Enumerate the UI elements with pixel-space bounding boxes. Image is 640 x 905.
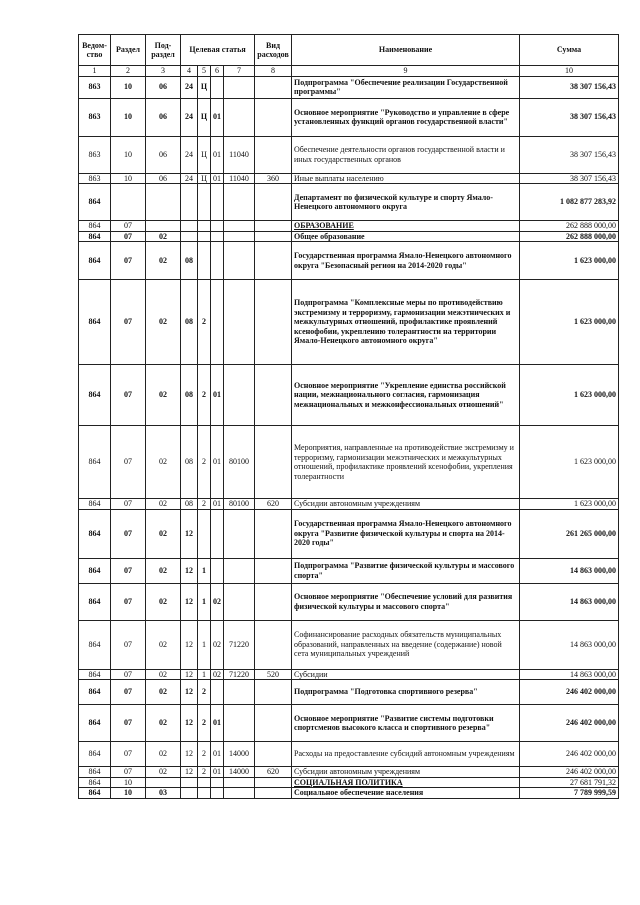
cell-cs-direction [224, 365, 255, 426]
cell-cs-event: 02 [211, 669, 224, 680]
cell-cs-program: 12 [181, 620, 198, 669]
cell-cs-direction [224, 76, 255, 98]
cell-summa: 246 402 000,00 [520, 767, 619, 778]
cell-naimenovanie: Общее образование [292, 231, 520, 242]
cell-cs-direction: 71220 [224, 669, 255, 680]
cell-cs-program: 12 [181, 742, 198, 767]
cell-podrazdel [146, 184, 181, 221]
cell-vedomstvo: 863 [79, 76, 111, 98]
table-row [79, 98, 619, 136]
cell-cs-direction: 80100 [224, 426, 255, 499]
cell-podrazdel: 06 [146, 136, 181, 173]
cell-naimenovanie: Основное мероприятие "Развитие системы подготовки спортсменов высокого класса и спортивного резерва" [292, 705, 520, 742]
cell-cs-direction [224, 242, 255, 280]
table-row [79, 499, 619, 510]
cell-cs-program: 12 [181, 558, 198, 583]
cell-vedomstvo: 864 [79, 221, 111, 232]
cell-naimenovanie: Основное мероприятие "Руководство и управление в сфере установленных функций органов государственной власти" [292, 98, 520, 136]
cell-vedomstvo: 864 [79, 509, 111, 558]
cell-summa: 1 623 000,00 [520, 242, 619, 280]
cell-cs-subprogram [198, 184, 211, 221]
cell-podrazdel: 06 [146, 173, 181, 184]
column-number: 6 [211, 66, 224, 77]
table-row [79, 173, 619, 184]
cell-podrazdel [146, 777, 181, 788]
column-number: 8 [255, 66, 292, 77]
cell-cs-event: 01 [211, 767, 224, 778]
cell-vid-rashodov: 620 [255, 499, 292, 510]
cell-cs-direction [224, 680, 255, 705]
cell-razdel: 10 [111, 788, 146, 799]
cell-razdel: 07 [111, 280, 146, 365]
table-row [79, 788, 619, 799]
cell-cs-direction: 11040 [224, 173, 255, 184]
cell-vid-rashodov [255, 231, 292, 242]
table-row [79, 620, 619, 669]
cell-summa: 1 623 000,00 [520, 426, 619, 499]
cell-cs-event [211, 242, 224, 280]
cell-cs-direction [224, 184, 255, 221]
cell-vid-rashodov [255, 365, 292, 426]
cell-cs-program: 08 [181, 499, 198, 510]
cell-summa: 1 082 877 283,92 [520, 184, 619, 221]
column-number: 5 [198, 66, 211, 77]
cell-podrazdel: 02 [146, 558, 181, 583]
cell-cs-subprogram: Ц [198, 173, 211, 184]
cell-razdel: 07 [111, 509, 146, 558]
cell-cs-program: 12 [181, 669, 198, 680]
cell-podrazdel: 02 [146, 280, 181, 365]
cell-cs-event [211, 509, 224, 558]
cell-vedomstvo: 864 [79, 184, 111, 221]
cell-cs-event [211, 76, 224, 98]
table-row [79, 184, 619, 221]
cell-cs-subprogram: 2 [198, 767, 211, 778]
cell-naimenovanie: Субсидии автономным учреждениям [292, 767, 520, 778]
cell-naimenovanie: ОБРАЗОВАНИЕ [292, 221, 520, 232]
cell-cs-subprogram: 2 [198, 499, 211, 510]
cell-cs-program: 08 [181, 242, 198, 280]
cell-naimenovanie: Подпрограмма "Обеспечение реализации Государственной программы" [292, 76, 520, 98]
cell-razdel: 07 [111, 365, 146, 426]
cell-cs-program: 12 [181, 767, 198, 778]
cell-podrazdel: 02 [146, 767, 181, 778]
table-row [79, 76, 619, 98]
cell-summa: 246 402 000,00 [520, 705, 619, 742]
cell-razdel: 10 [111, 98, 146, 136]
cell-naimenovanie: Расходы на предоставление субсидий автономным учреждениям [292, 742, 520, 767]
cell-vid-rashodov [255, 184, 292, 221]
cell-razdel: 07 [111, 426, 146, 499]
cell-vid-rashodov [255, 680, 292, 705]
cell-podrazdel [146, 221, 181, 232]
cell-cs-event [211, 558, 224, 583]
cell-razdel: 07 [111, 583, 146, 620]
table-row [79, 680, 619, 705]
cell-cs-event [211, 221, 224, 232]
cell-cs-subprogram [198, 242, 211, 280]
cell-cs-direction: 14000 [224, 767, 255, 778]
cell-cs-direction: 71220 [224, 620, 255, 669]
cell-summa: 246 402 000,00 [520, 742, 619, 767]
cell-cs-subprogram: Ц [198, 98, 211, 136]
cell-cs-direction: 14000 [224, 742, 255, 767]
cell-razdel: 07 [111, 742, 146, 767]
header-vid-rashodov: Вид расходов [255, 35, 292, 66]
cell-vedomstvo: 864 [79, 280, 111, 365]
cell-vid-rashodov [255, 221, 292, 232]
cell-vedomstvo: 864 [79, 777, 111, 788]
column-number: 2 [111, 66, 146, 77]
header-summa: Сумма [520, 35, 619, 66]
cell-cs-subprogram [198, 231, 211, 242]
cell-podrazdel: 02 [146, 620, 181, 669]
cell-razdel: 07 [111, 558, 146, 583]
cell-razdel [111, 184, 146, 221]
column-number: 9 [292, 66, 520, 77]
cell-summa: 38 307 156,43 [520, 76, 619, 98]
cell-naimenovanie: Основное мероприятие "Обеспечение условий для развития физической культуры и массового спорта" [292, 583, 520, 620]
cell-cs-event [211, 231, 224, 242]
cell-summa: 27 681 791,32 [520, 777, 619, 788]
cell-cs-subprogram: Ц [198, 76, 211, 98]
cell-vedomstvo: 864 [79, 231, 111, 242]
cell-naimenovanie: Государственная программа Ямало-Ненецкого автономного округа "Развитие физической культуры и спорта на 2014-2020 годы" [292, 509, 520, 558]
column-number: 10 [520, 66, 619, 77]
cell-vid-rashodov [255, 136, 292, 173]
cell-vedomstvo: 864 [79, 583, 111, 620]
cell-podrazdel: 02 [146, 242, 181, 280]
cell-cs-direction [224, 558, 255, 583]
cell-cs-subprogram [198, 509, 211, 558]
cell-cs-event: 01 [211, 365, 224, 426]
cell-cs-program: 12 [181, 680, 198, 705]
cell-razdel: 07 [111, 221, 146, 232]
cell-razdel: 10 [111, 173, 146, 184]
cell-summa: 14 863 000,00 [520, 669, 619, 680]
cell-podrazdel: 02 [146, 426, 181, 499]
cell-vedomstvo: 864 [79, 669, 111, 680]
table-row [79, 767, 619, 778]
cell-naimenovanie: Субсидии автономным учреждениям [292, 499, 520, 510]
cell-podrazdel: 02 [146, 231, 181, 242]
table-row [79, 742, 619, 767]
cell-cs-subprogram: 1 [198, 620, 211, 669]
cell-summa: 38 307 156,43 [520, 136, 619, 173]
cell-cs-direction [224, 509, 255, 558]
cell-cs-event: 01 [211, 98, 224, 136]
cell-podrazdel: 02 [146, 499, 181, 510]
cell-naimenovanie: Иные выплаты населению [292, 173, 520, 184]
table-row [79, 365, 619, 426]
cell-cs-subprogram: Ц [198, 136, 211, 173]
cell-naimenovanie: Государственная программа Ямало-Ненецкого автономного округа "Безопасный регион на 2014-2020 годы" [292, 242, 520, 280]
cell-cs-program: 24 [181, 136, 198, 173]
cell-cs-subprogram: 2 [198, 365, 211, 426]
cell-vid-rashodov: 520 [255, 669, 292, 680]
cell-vid-rashodov [255, 620, 292, 669]
header-podrazdel: Под- раздел [146, 35, 181, 66]
column-number: 7 [224, 66, 255, 77]
cell-cs-direction: 80100 [224, 499, 255, 510]
cell-summa: 246 402 000,00 [520, 680, 619, 705]
cell-summa: 14 863 000,00 [520, 558, 619, 583]
cell-vedomstvo: 864 [79, 680, 111, 705]
cell-cs-subprogram [198, 788, 211, 799]
cell-podrazdel: 02 [146, 705, 181, 742]
table-body [79, 35, 619, 799]
cell-cs-direction: 11040 [224, 136, 255, 173]
cell-podrazdel: 02 [146, 680, 181, 705]
cell-cs-subprogram: 2 [198, 705, 211, 742]
cell-vedomstvo: 864 [79, 620, 111, 669]
cell-razdel: 07 [111, 499, 146, 510]
table-row [79, 221, 619, 232]
cell-naimenovanie: Подпрограмма "Подготовка спортивного резерва" [292, 680, 520, 705]
cell-summa: 38 307 156,43 [520, 173, 619, 184]
cell-vid-rashodov [255, 76, 292, 98]
cell-cs-program [181, 221, 198, 232]
cell-cs-program: 08 [181, 280, 198, 365]
cell-cs-direction [224, 705, 255, 742]
table-row [79, 669, 619, 680]
cell-razdel: 07 [111, 680, 146, 705]
cell-cs-direction [224, 98, 255, 136]
cell-naimenovanie: Обеспечение деятельности органов государственной власти и иных государственных органов [292, 136, 520, 173]
cell-summa: 14 863 000,00 [520, 620, 619, 669]
cell-cs-program: 24 [181, 98, 198, 136]
cell-vid-rashodov [255, 583, 292, 620]
cell-naimenovanie: Подпрограмма "Развитие физической культуры и массового спорта" [292, 558, 520, 583]
cell-naimenovanie: Мероприятия, направленные на противодействие экстремизму и терроризму, гармонизации межэтнических и межкультурных отношений, профилактике проявлений ксенофобии, укрепления толерантности [292, 426, 520, 499]
cell-cs-direction [224, 777, 255, 788]
cell-summa: 7 789 999,59 [520, 788, 619, 799]
cell-razdel: 07 [111, 705, 146, 742]
column-number: 1 [79, 66, 111, 77]
cell-naimenovanie: Департамент по физической культуре и спорту Ямало-Ненецкого автономного округа [292, 184, 520, 221]
cell-razdel: 07 [111, 620, 146, 669]
cell-summa: 262 888 000,00 [520, 221, 619, 232]
cell-cs-subprogram: 2 [198, 426, 211, 499]
cell-cs-subprogram: 2 [198, 280, 211, 365]
table-row [79, 509, 619, 558]
table-row [79, 777, 619, 788]
cell-cs-event: 01 [211, 499, 224, 510]
cell-podrazdel: 02 [146, 365, 181, 426]
cell-cs-subprogram: 1 [198, 583, 211, 620]
header-row [79, 35, 619, 66]
cell-razdel: 10 [111, 76, 146, 98]
cell-cs-program: 08 [181, 365, 198, 426]
cell-vid-rashodov [255, 98, 292, 136]
cell-cs-subprogram [198, 777, 211, 788]
cell-vid-rashodov [255, 788, 292, 799]
cell-vid-rashodov: 360 [255, 173, 292, 184]
table-row [79, 242, 619, 280]
cell-cs-program: 12 [181, 705, 198, 742]
cell-cs-subprogram: 1 [198, 669, 211, 680]
table-row [79, 583, 619, 620]
cell-vid-rashodov [255, 509, 292, 558]
cell-cs-subprogram [198, 221, 211, 232]
cell-vedomstvo: 864 [79, 705, 111, 742]
cell-cs-program: 24 [181, 173, 198, 184]
cell-summa: 1 623 000,00 [520, 499, 619, 510]
cell-vedomstvo: 864 [79, 558, 111, 583]
header-vedomstvo: Ведом- ство [79, 35, 111, 66]
cell-cs-direction [224, 788, 255, 799]
cell-cs-event [211, 680, 224, 705]
cell-vid-rashodov [255, 777, 292, 788]
cell-cs-subprogram: 1 [198, 558, 211, 583]
budget-table [78, 34, 619, 799]
cell-vedomstvo: 864 [79, 499, 111, 510]
cell-razdel: 07 [111, 231, 146, 242]
table-row [79, 280, 619, 365]
cell-cs-event: 01 [211, 742, 224, 767]
cell-summa: 1 623 000,00 [520, 365, 619, 426]
table-row [79, 705, 619, 742]
cell-naimenovanie: Социальное обеспечение населения [292, 788, 520, 799]
cell-vedomstvo: 863 [79, 98, 111, 136]
table-row [79, 231, 619, 242]
cell-cs-event: 02 [211, 583, 224, 620]
cell-vid-rashodov: 620 [255, 767, 292, 778]
column-number-row [79, 66, 619, 77]
cell-vid-rashodov [255, 742, 292, 767]
cell-podrazdel: 03 [146, 788, 181, 799]
cell-vid-rashodov [255, 280, 292, 365]
cell-vedomstvo: 864 [79, 365, 111, 426]
cell-razdel: 07 [111, 242, 146, 280]
header-naimenovanie: Наименование [292, 35, 520, 66]
cell-vedomstvo: 864 [79, 788, 111, 799]
cell-naimenovanie: Субсидии [292, 669, 520, 680]
cell-vedomstvo: 864 [79, 242, 111, 280]
cell-vid-rashodov [255, 242, 292, 280]
cell-cs-direction [224, 583, 255, 620]
header-celevaya-statya: Целевая статья [181, 35, 255, 66]
cell-podrazdel: 02 [146, 669, 181, 680]
cell-podrazdel: 06 [146, 98, 181, 136]
cell-summa: 1 623 000,00 [520, 280, 619, 365]
cell-cs-event [211, 184, 224, 221]
cell-cs-direction [224, 231, 255, 242]
cell-summa: 38 307 156,43 [520, 98, 619, 136]
cell-vid-rashodov [255, 426, 292, 499]
cell-cs-event: 01 [211, 136, 224, 173]
cell-cs-event [211, 280, 224, 365]
cell-cs-event: 01 [211, 705, 224, 742]
cell-vid-rashodov [255, 705, 292, 742]
table-row [79, 136, 619, 173]
cell-summa: 14 863 000,00 [520, 583, 619, 620]
cell-cs-event: 01 [211, 426, 224, 499]
cell-naimenovanie: Подпрограмма "Комплексные меры по противодействию экстремизму и терроризму, гармонизации межэтнических и межкультурных отношений, профилактике проявлений ксенофобии, укреплению толерантности на территории Ямало-Ненецкого автономного округа" [292, 280, 520, 365]
table-row [79, 558, 619, 583]
cell-vedomstvo: 863 [79, 173, 111, 184]
cell-vid-rashodov [255, 558, 292, 583]
cell-podrazdel: 02 [146, 509, 181, 558]
table-row [79, 426, 619, 499]
cell-cs-subprogram: 2 [198, 680, 211, 705]
cell-cs-direction [224, 221, 255, 232]
cell-cs-subprogram: 2 [198, 742, 211, 767]
cell-cs-event: 02 [211, 620, 224, 669]
cell-cs-direction [224, 280, 255, 365]
cell-razdel: 10 [111, 136, 146, 173]
cell-podrazdel: 02 [146, 742, 181, 767]
cell-cs-program [181, 788, 198, 799]
cell-cs-event: 01 [211, 173, 224, 184]
cell-razdel: 07 [111, 767, 146, 778]
column-number: 4 [181, 66, 198, 77]
cell-vedomstvo: 864 [79, 742, 111, 767]
cell-summa: 262 888 000,00 [520, 231, 619, 242]
cell-cs-event [211, 788, 224, 799]
column-number: 3 [146, 66, 181, 77]
cell-vedomstvo: 864 [79, 767, 111, 778]
cell-cs-program: 08 [181, 426, 198, 499]
cell-cs-program: 12 [181, 583, 198, 620]
cell-cs-program [181, 231, 198, 242]
cell-vedomstvo: 863 [79, 136, 111, 173]
cell-razdel: 10 [111, 777, 146, 788]
cell-cs-program [181, 184, 198, 221]
cell-cs-program [181, 777, 198, 788]
cell-naimenovanie: Софинансирование расходных обязательств муниципальных образований, направленных на введение (содержание) новой сета муниципальных учреждений [292, 620, 520, 669]
cell-vedomstvo: 864 [79, 426, 111, 499]
cell-cs-program: 12 [181, 509, 198, 558]
cell-razdel: 07 [111, 669, 146, 680]
cell-podrazdel: 06 [146, 76, 181, 98]
cell-summa: 261 265 000,00 [520, 509, 619, 558]
cell-cs-event [211, 777, 224, 788]
cell-naimenovanie: Основное мероприятие "Укрепление единства российской нации, межнационального согласия, гармонизация межнациональных и межконфессиональных отношений" [292, 365, 520, 426]
cell-podrazdel: 02 [146, 583, 181, 620]
cell-cs-program: 24 [181, 76, 198, 98]
header-razdel: Раздел [111, 35, 146, 66]
cell-naimenovanie: СОЦИАЛЬНАЯ ПОЛИТИКА [292, 777, 520, 788]
